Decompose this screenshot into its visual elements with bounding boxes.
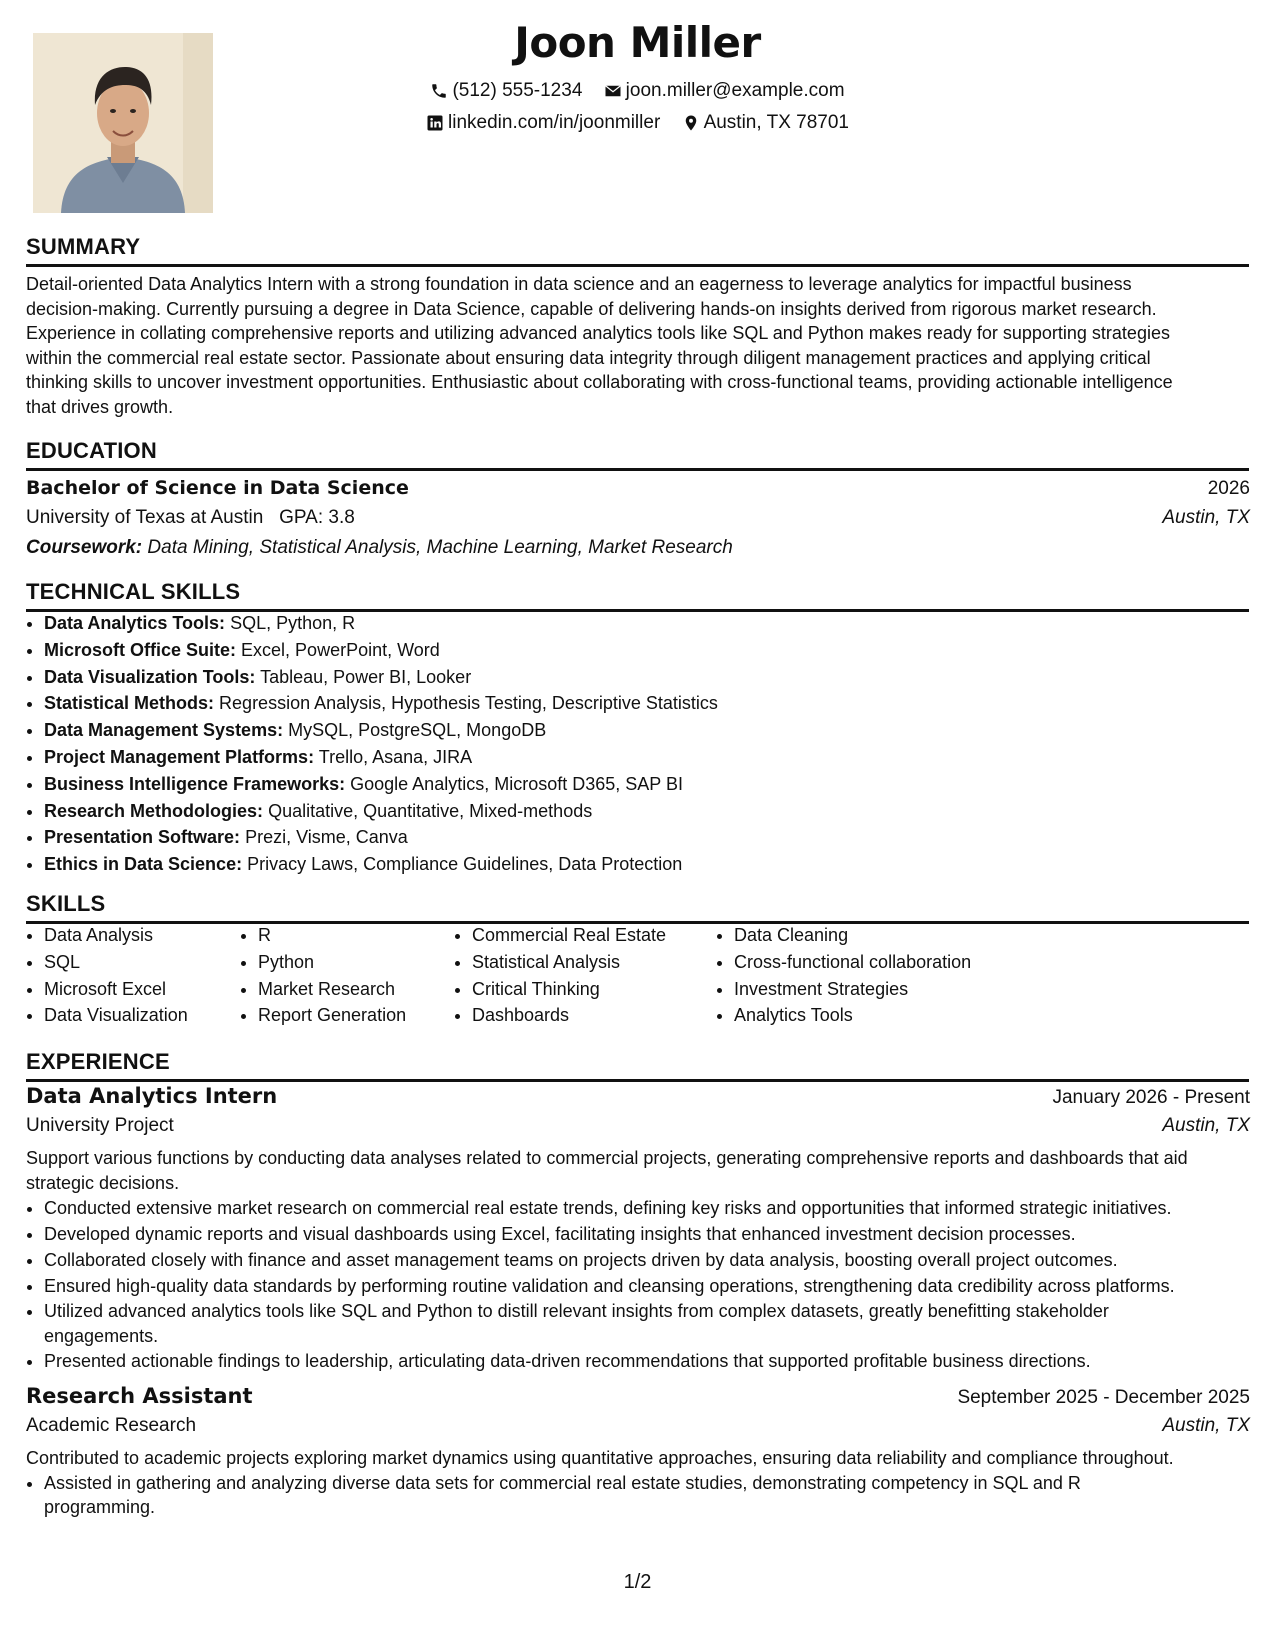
- job-bullet: • Presented actionable findings to leadership, articulating data-driven recommendations that supported profitable business directions.: [44, 1348, 1250, 1374]
- skill-item: • Analytics Tools: [734, 1002, 1034, 1029]
- job-bullet-line: programming.: [44, 1497, 156, 1518]
- tech-skill-item: [44, 690, 1250, 717]
- technical-skills-heading: TECHNICAL SKILLS: [26, 578, 1249, 612]
- skill-item: • Commercial Real Estate: [472, 922, 716, 949]
- page-number: 1/2: [623, 1571, 652, 1593]
- tech-skill-item: [44, 744, 1250, 771]
- job-bullet-line: • Utilized advanced analytics tools like SQL and Python to distill relevant insights from complex datasets, greatly benefitting stakeholder: [44, 1301, 1109, 1322]
- tech-skill-label: Ethics in Data Science:: [44, 854, 243, 875]
- skills-column: [716, 922, 1034, 1029]
- job-location: Austin, TX: [1162, 1415, 1250, 1436]
- skills-grid: [26, 922, 1250, 1029]
- tech-skill-item: [44, 610, 1250, 637]
- skills-column: [26, 922, 240, 1029]
- job-bullets: [26, 1195, 1250, 1374]
- skill-item: • R: [258, 922, 454, 949]
- contact-line-secondary: [0, 112, 1275, 138]
- location-text: Austin, TX 78701: [703, 112, 849, 133]
- education-heading: EDUCATION: [26, 437, 1249, 471]
- phone-text: (512) 555-1234: [452, 80, 583, 101]
- job-description-line: Contributed to academic projects exploring market dynamics using quantitative approaches, ensuring data reliability and compliance throughout.: [26, 1448, 1174, 1468]
- summary-line: Experience in collating comprehensive reports and utilizing advanced analytics tools like SQL and Python makes ready for supporting strategies: [26, 323, 1170, 344]
- linkedin-icon: [426, 114, 444, 132]
- experience-entry: [26, 1084, 1250, 1374]
- job-bullet: • Collaborated closely with finance and asset management teams on projects driven by data analysis, boosting overall project outcomes.: [44, 1247, 1250, 1273]
- skills-column: [454, 922, 716, 1029]
- job-title: Research Assistant: [26, 1384, 253, 1408]
- skills-heading: SKILLS: [26, 890, 1249, 924]
- skill-item: • Report Generation: [258, 1002, 454, 1029]
- job-dates: September 2025 - December 2025: [957, 1387, 1250, 1408]
- coursework-list: Data Mining, Statistical Analysis, Machine Learning, Market Research: [147, 537, 733, 558]
- coursework-line: [26, 536, 1250, 566]
- summary-line: decision-making. Currently pursuing a degree in Data Science, capable of delivering hands-on insights derived from rigorous market research.: [26, 298, 1157, 319]
- graduation-year: 2026: [1207, 478, 1250, 499]
- tech-skill-label: Project Management Platforms:: [44, 746, 315, 767]
- envelope-icon: [604, 82, 622, 100]
- job-organization: Academic Research: [26, 1415, 197, 1436]
- summary-text: [26, 272, 1250, 420]
- tech-skill-label: Business Intelligence Frameworks:: [44, 773, 346, 794]
- education-entry: [26, 476, 1250, 566]
- summary-heading: SUMMARY: [26, 233, 1249, 267]
- email-text: joon.miller@example.com: [625, 80, 845, 101]
- summary-line: thinking skills to uncover investment opportunities. Enthusiastic about collaborating with cross-functional teams, providing actionable intelligence: [26, 372, 1173, 393]
- skills-column: [240, 922, 454, 1029]
- technical-skills-list: [26, 610, 1250, 878]
- school-name: University of Texas at Austin: [26, 507, 264, 528]
- skill-item: • Dashboards: [472, 1002, 716, 1029]
- skill-item: • Investment Strategies: [734, 976, 1034, 1003]
- degree-title: Bachelor of Science in Data Science: [26, 477, 409, 499]
- tech-skill-value: SQL, Python, R: [230, 613, 356, 633]
- job-bullet-line: engagements.: [44, 1325, 159, 1346]
- job-bullets: [26, 1471, 1250, 1520]
- summary-line: Detail-oriented Data Analytics Intern with a strong foundation in data science and an eagerness to leverage analytics for impactful business: [26, 274, 1132, 294]
- skill-item: • Statistical Analysis: [472, 949, 716, 976]
- tech-skill-label: Statistical Methods:: [44, 693, 215, 714]
- job-bullet: [44, 1471, 1250, 1520]
- job-title: Data Analytics Intern: [26, 1084, 278, 1108]
- skill-item: • Market Research: [258, 976, 454, 1003]
- contact-line-primary: [0, 80, 1275, 106]
- tech-skill-value: MySQL, PostgreSQL, MongoDB: [288, 720, 547, 741]
- tech-skill-value: Privacy Laws, Compliance Guidelines, Data Protection: [247, 854, 683, 875]
- map-pin-icon: [682, 114, 700, 132]
- tech-skill-label: Data Visualization Tools:: [44, 666, 256, 687]
- skill-item: • SQL: [44, 949, 240, 976]
- linkedin-text: linkedin.com/in/joonmiller: [448, 112, 661, 133]
- tech-skill-value: Qualitative, Quantitative, Mixed-methods: [268, 800, 593, 821]
- tech-skill-label: Data Management Systems:: [44, 720, 284, 741]
- tech-skill-value: Google Analytics, Microsoft D365, SAP BI: [350, 773, 683, 794]
- skill-item: • Critical Thinking: [472, 976, 716, 1003]
- job-description-line: Support various functions by conducting data analyses related to commercial projects, generating comprehensive reports and dashboards that aid: [26, 1148, 1188, 1168]
- tech-skill-value: Excel, PowerPoint, Word: [241, 639, 440, 660]
- skill-item: • Data Visualization: [44, 1002, 240, 1029]
- tech-skill-item: [44, 798, 1250, 825]
- job-bullet: • Developed dynamic reports and visual dashboards using Excel, facilitating insights that enhanced investment decision processes.: [44, 1221, 1250, 1247]
- job-bullet: • Ensured high-quality data standards by performing routine validation and cleansing operations, strengthening data credibility across platforms.: [44, 1273, 1250, 1299]
- tech-skill-item: [44, 717, 1250, 744]
- school-location: Austin, TX: [1162, 507, 1250, 528]
- job-bullet: [44, 1299, 1250, 1348]
- skill-item: • Python: [258, 949, 454, 976]
- skill-item: • Microsoft Excel: [44, 976, 240, 1003]
- experience-entry: [26, 1384, 1250, 1520]
- tech-skill-value: Regression Analysis, Hypothesis Testing, Descriptive Statistics: [219, 693, 718, 714]
- tech-skill-item: [44, 637, 1250, 664]
- job-description-line: strategic decisions.: [26, 1172, 180, 1193]
- skill-item: • Data Cleaning: [734, 922, 1034, 949]
- tech-skill-value: Tableau, Power BI, Looker: [260, 666, 472, 687]
- tech-skill-item: [44, 771, 1250, 798]
- job-bullet-line: • Assisted in gathering and analyzing diverse data sets for commercial real estate studies, demonstrating competency in SQL and R: [44, 1472, 1081, 1493]
- tech-skill-label: Research Methodologies:: [44, 800, 264, 821]
- tech-skill-item: [44, 664, 1250, 691]
- job-description: [26, 1146, 1250, 1195]
- tech-skill-label: Data Analytics Tools:: [44, 613, 226, 633]
- skill-item: • Data Analysis: [44, 922, 240, 949]
- job-dates: January 2026 - Present: [1052, 1087, 1250, 1108]
- job-organization: University Project: [26, 1115, 174, 1136]
- tech-skill-label: Microsoft Office Suite:: [44, 639, 237, 660]
- job-bullet: • Conducted extensive market research on commercial real estate trends, defining key risks and opportunities that informed strategic initiatives.: [44, 1195, 1250, 1221]
- tech-skill-value: Prezi, Visme, Canva: [245, 827, 408, 848]
- linkedin-contact[interactable]: [426, 112, 660, 134]
- email-contact[interactable]: [604, 80, 845, 102]
- tech-skill-item: [44, 824, 1250, 851]
- gpa: GPA: 3.8: [279, 507, 355, 528]
- phone-contact[interactable]: [430, 80, 582, 102]
- job-location: Austin, TX: [1162, 1115, 1250, 1136]
- coursework-label: Coursework:: [26, 537, 143, 558]
- summary-line: that drives growth.: [26, 396, 174, 417]
- summary-line: within the commercial real estate sector. Passionate about ensuring data integrity through diligent management practices and applying critical: [26, 347, 1151, 368]
- phone-icon: [430, 82, 448, 100]
- candidate-name: Joon Miller: [514, 18, 761, 67]
- tech-skill-item: [44, 851, 1250, 878]
- school-and-gpa: [26, 506, 355, 531]
- skill-item: • Cross-functional collaboration: [734, 949, 1034, 976]
- location-contact: [682, 112, 849, 134]
- tech-skill-value: Trello, Asana, JIRA: [318, 746, 473, 767]
- job-description: [26, 1446, 1250, 1471]
- tech-skill-label: Presentation Software:: [44, 827, 241, 848]
- experience-heading: EXPERIENCE: [26, 1048, 1249, 1082]
